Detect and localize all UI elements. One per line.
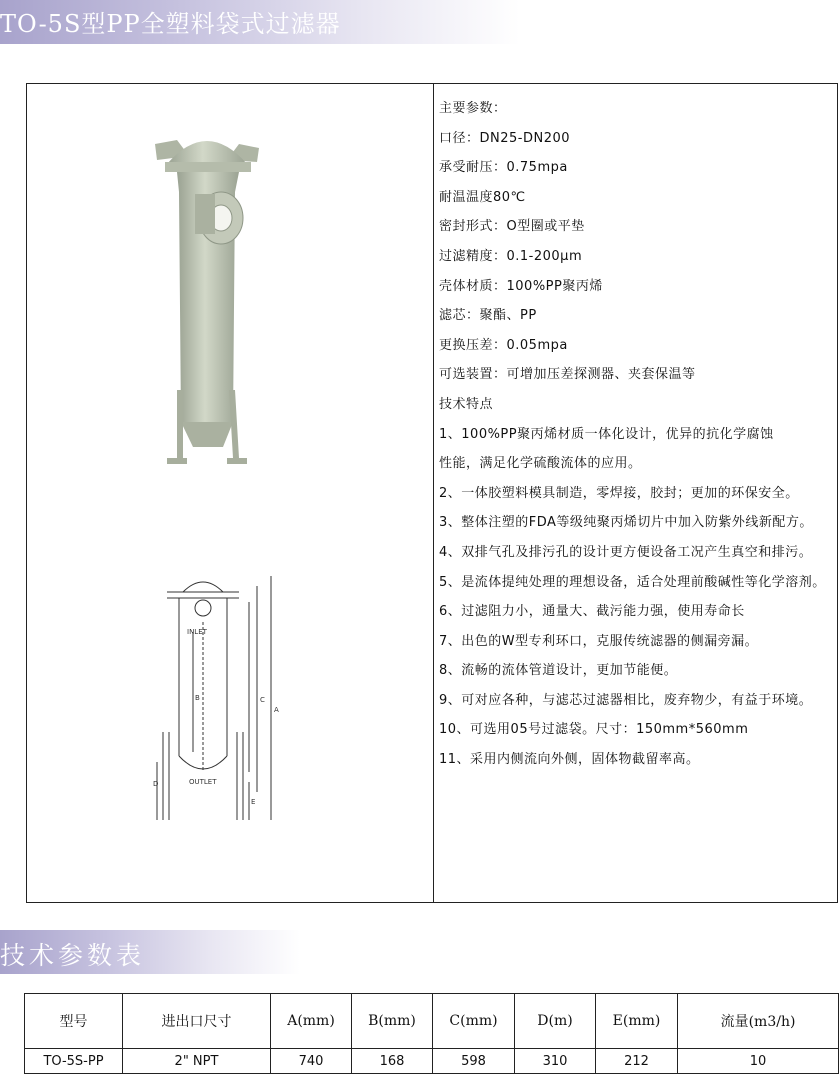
header-c: C(mm) (433, 994, 515, 1049)
param-line: 6、过滤阻力小，通量大、截污能力强，使用寿命长 (439, 604, 745, 620)
header-port-size: 进出口尺寸 (123, 994, 271, 1049)
table-title: 技术参数表 (0, 941, 146, 970)
header-d: D(m) (515, 994, 596, 1049)
spec-table (24, 993, 839, 1074)
drawing-label-inlet: INLET (187, 628, 207, 636)
header-flow: 流量(m3/h) (678, 994, 839, 1049)
param-line: 性能，满足化学硫酸流体的应用。 (439, 456, 642, 472)
table-title-band (0, 930, 300, 974)
param-line: 更换压差：0.05mpa (439, 337, 568, 353)
cell-a: 740 (271, 1049, 352, 1074)
header-e: E(mm) (596, 994, 678, 1049)
cell-flow: 10 (678, 1049, 839, 1074)
product-photo (147, 122, 267, 472)
drawing-label-d: D (153, 780, 159, 788)
param-line: 密封形式：O型圈或平垫 (439, 219, 585, 235)
title-band (0, 0, 520, 44)
drawing-label-e: E (251, 798, 256, 806)
param-line: 5、是流体提纯处理的理想设备，适合处理前酸碱性等化学溶剂。 (439, 574, 826, 590)
column-divider (433, 84, 434, 902)
param-line: 3、整体注塑的FDA等级纯聚丙烯切片中加入防紫外线新配方。 (439, 515, 813, 531)
param-line: 7、出色的W型专利环口，克服传统滤器的侧漏旁漏。 (439, 633, 759, 649)
param-line: 口径：DN25-DN200 (439, 130, 571, 146)
product-box (26, 83, 838, 903)
header-a: A(mm) (271, 994, 352, 1049)
param-line: 过滤精度：0.1-200μm (439, 248, 583, 264)
param-line: 9、可对应各种，与滤芯过滤器相比，废弃物少，有益于环境。 (439, 692, 813, 708)
cell-c: 598 (433, 1049, 515, 1074)
table-header-row (25, 994, 839, 1049)
param-line: 壳体材质：100%PP聚丙烯 (439, 278, 603, 294)
header-model: 型号 (25, 994, 123, 1049)
param-line: 技术特点 (439, 396, 494, 412)
param-line: 2、一体胶塑料模具制造，零焊接，胶封；更加的环保安全。 (439, 485, 799, 501)
param-line: 11、采用内侧流向外侧，固体物截留率高。 (439, 752, 700, 768)
param-line: 可选装置：可增加压差探测器、夹套保温等 (439, 367, 696, 383)
header-b: B(mm) (352, 994, 433, 1049)
param-line: 耐温温度80℃ (439, 189, 526, 205)
drawing-label-b: B (195, 694, 200, 702)
cell-e: 212 (596, 1049, 678, 1074)
param-line: 主要参数： (439, 101, 507, 116)
table-row (25, 1049, 839, 1074)
param-line: 滤芯：聚酯、PP (439, 308, 537, 324)
cell-model: TO-5S-PP (25, 1049, 123, 1074)
param-line: 4、双排气孔及排污孔的设计更方便设备工况产生真空和排污。 (439, 544, 813, 560)
drawing-label-a: A (274, 706, 279, 714)
cell-b: 168 (352, 1049, 433, 1074)
parameter-list (439, 94, 839, 775)
page-title: TO-5S型PP全塑料袋式过滤器 (0, 10, 341, 38)
drawing-label-outlet: OUTLET (189, 778, 217, 786)
cell-d: 310 (515, 1049, 596, 1074)
param-line: 1、100%PP聚丙烯材质一体化设计，优异的抗化学腐蚀 (439, 426, 774, 442)
param-line: 8、流畅的流体管道设计，更加节能便。 (439, 663, 678, 679)
drawing-label-c: C (260, 696, 265, 704)
param-line: 10、可选用05号过滤袋。尺寸：150mm*560mm (439, 722, 749, 738)
cell-port-size: 2" NPT (123, 1049, 271, 1074)
technical-drawing (153, 572, 293, 832)
param-line: 承受耐压：0.75mpa (439, 160, 568, 176)
